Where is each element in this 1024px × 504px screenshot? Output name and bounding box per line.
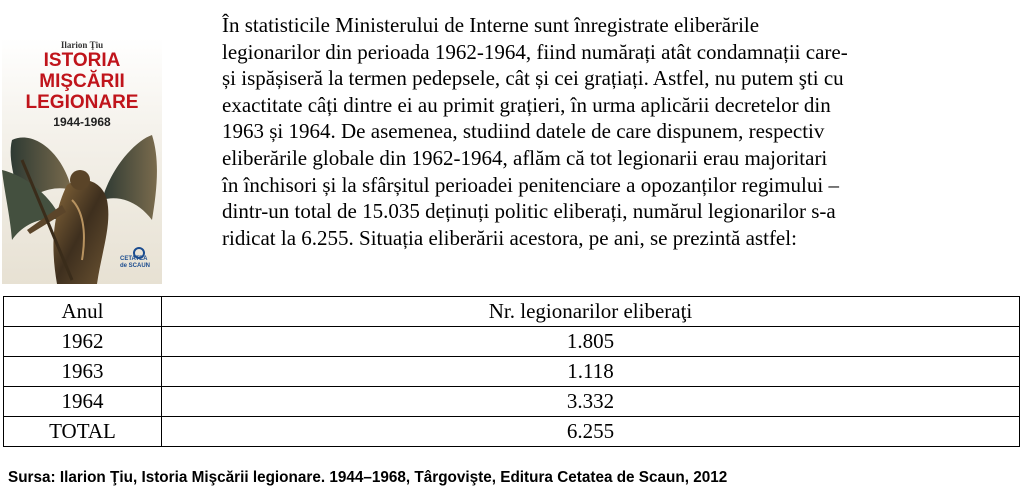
cell-year: 1963 — [4, 357, 162, 387]
cover-title-line: LEGIONARE — [25, 92, 139, 113]
cover-publisher — [120, 256, 160, 270]
paragraph-line: ridicat la 6.255. Situația eliberării acestora, pe ani, se prezintă astfel: — [222, 225, 797, 250]
cover-publisher-line: de SCAUN — [120, 263, 151, 269]
book-cover — [2, 38, 162, 284]
cell-count: 1.805 — [162, 327, 1020, 357]
source-citation: Sursa: Ilarion Ţiu, Istoria Mişcării legionare. 1944–1968, Târgovişte, Editura Cetatea de Scaun, 2012 — [8, 469, 728, 486]
cell-count: 1.118 — [162, 357, 1020, 387]
cover-title — [2, 50, 162, 113]
paragraph-line: eliberările globale din 1962-1964, aflăm că tot legionarii erau majoritari — [222, 145, 828, 170]
cover-title-line: ISTORIA — [43, 50, 121, 71]
cover-years: 1944-1968 — [53, 115, 111, 129]
cell-year: TOTAL — [4, 417, 162, 447]
table-row-total — [4, 417, 1020, 447]
table-header-row — [4, 297, 1020, 327]
cover-publisher-line: CETATEA — [120, 256, 148, 262]
cell-count: 3.332 — [162, 387, 1020, 417]
header-count: Nr. legionarilor eliberaţi — [162, 297, 1020, 327]
table-row — [4, 327, 1020, 357]
paragraph-line: în închisori și la sfârșitul perioadei penitenciare a opozanților regimului – — [222, 172, 839, 197]
liberations-table — [3, 296, 1020, 447]
paragraph-line: dintr-un total de 15.035 deținuți politic eliberați, numărul legionarilor s-a — [222, 199, 836, 224]
cell-count: 6.255 — [162, 417, 1020, 447]
paragraph-line: și ispășiseră la termen pedepsele, cât și cei grațiați. Astfel, nu putem şti cu — [222, 66, 844, 91]
paragraph-line: legionarilor din perioada 1962-1964, fiind numărați atât condamnații care- — [222, 39, 848, 64]
paragraph-line: exactitate câți dintre ei au primit grațieri, în urma aplicării decretelor din — [222, 92, 831, 117]
cover-title-line: MIŞCĂRII — [39, 71, 125, 92]
body-paragraph — [222, 12, 1022, 251]
cell-year: 1962 — [4, 327, 162, 357]
header-year: Anul — [4, 297, 162, 327]
table-row — [4, 387, 1020, 417]
paragraph-line: În statisticile Ministerului de Interne sunt înregistrate eliberările — [222, 13, 760, 37]
table-row — [4, 357, 1020, 387]
cover-author: Ilarion Ţiu — [60, 40, 104, 50]
cell-year: 1964 — [4, 387, 162, 417]
paragraph-line: 1963 și 1964. De asemenea, studiind datele de care dispunem, respectiv — [222, 119, 825, 144]
